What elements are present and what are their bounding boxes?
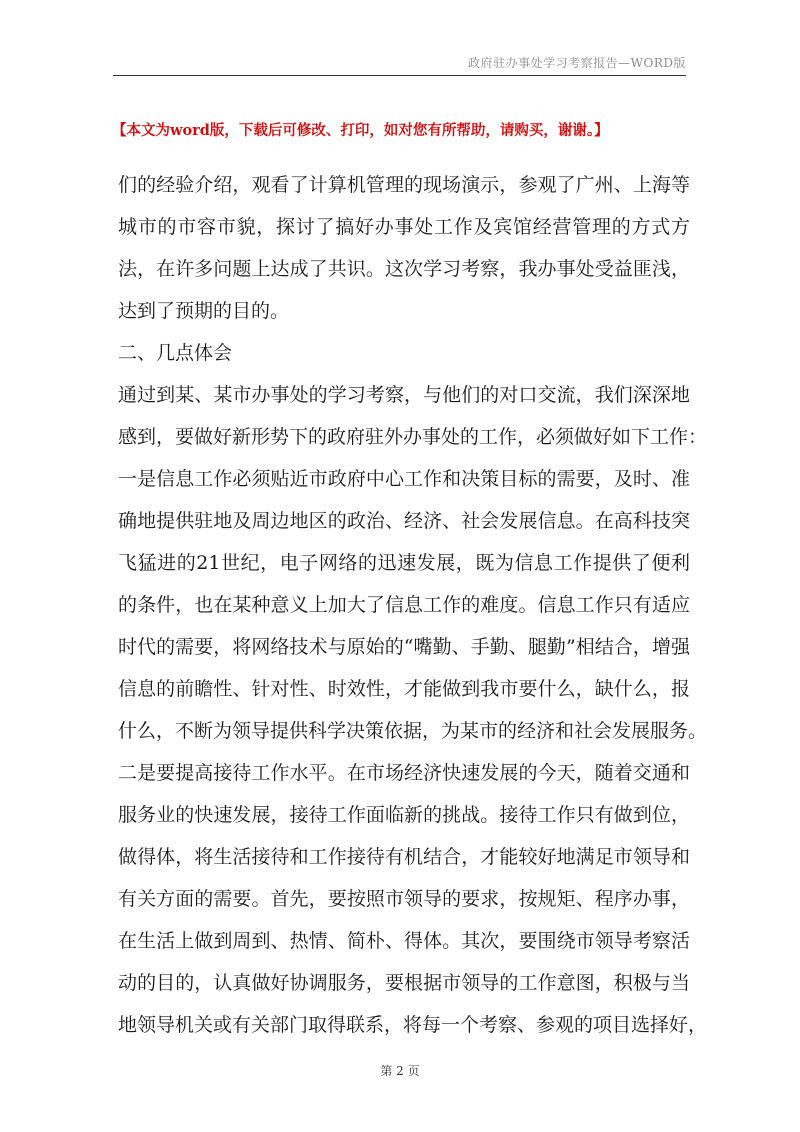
body-line: 们的经验介绍，观看了计算机管理的现场演示，参观了广州、上海等 — [118, 174, 690, 196]
body-line: 飞猛进的21世纪，电子网络的迅速发展，既为信息工作提供了便利 — [118, 552, 690, 574]
body-line: 有关方面的需要。首先，要按照市领导的要求，按规矩、程序办事， — [118, 888, 690, 910]
body-line: 做得体，将生活接待和工作接待有机结合，才能较好地满足市领导和 — [118, 846, 690, 868]
body-line: 的条件，也在某种意义上加大了信息工作的难度。信息工作只有适应 — [118, 594, 690, 616]
body-line: 时代的需要，将网络技术与原始的“嘴勤、手勤、腿勤”相结合，增强 — [118, 636, 690, 658]
body-line: 法，在许多问题上达成了共识。这次学习考察，我办事处受益匪浅， — [118, 258, 690, 280]
download-notice: 【本文为word版，下载后可修改、打印，如对您有所帮助，请购买，谢谢。】 — [112, 122, 609, 139]
body-line: 城市的市容市貌，探讨了搞好办事处工作及宾馆经营管理的方式方 — [118, 216, 690, 238]
document-body — [118, 164, 708, 1046]
body-line: 什么，不断为领导提供科学决策依据，为某市的经济和社会发展服务。 — [118, 720, 708, 742]
body-line: 确地提供驻地及周边地区的政治、经济、社会发展信息。在高科技突 — [118, 510, 690, 532]
body-line: 一是信息工作必须贴近市政府中心工作和决策目标的需要，及时、准 — [118, 468, 690, 490]
body-line: 感到，要做好新形势下的政府驻外办事处的工作，必须做好如下工作： — [118, 426, 708, 448]
body-line: 通过到某、某市办事处的学习考察，与他们的对口交流，我们深深地 — [118, 384, 690, 406]
body-line: 信息的前瞻性、针对性、时效性，才能做到我市要什么，缺什么，报 — [118, 678, 690, 700]
header-rule — [113, 75, 686, 76]
body-line: 达到了预期的目的。 — [118, 300, 290, 322]
page-number: 第 2 页 — [380, 1064, 420, 1078]
body-line: 动的目的，认真做好协调服务，要根据市领导的工作意图，积极与当 — [118, 972, 690, 994]
section-heading: 二、几点体会 — [118, 342, 233, 364]
body-line: 在生活上做到周到、热情、简朴、得体。其次，要围绕市领导考察活 — [118, 930, 690, 952]
running-header-title: 政府驻办事处学习考察报告—WORD版 — [468, 56, 686, 70]
body-line: 地领导机关或有关部门取得联系，将每一个考察、参观的项目选择好， — [118, 1014, 708, 1036]
body-line: 二是要提高接待工作水平。在市场经济快速发展的今天，随着交通和 — [118, 762, 690, 784]
body-line: 服务业的快速发展，接待工作面临新的挑战。接待工作只有做到位， — [118, 804, 690, 826]
